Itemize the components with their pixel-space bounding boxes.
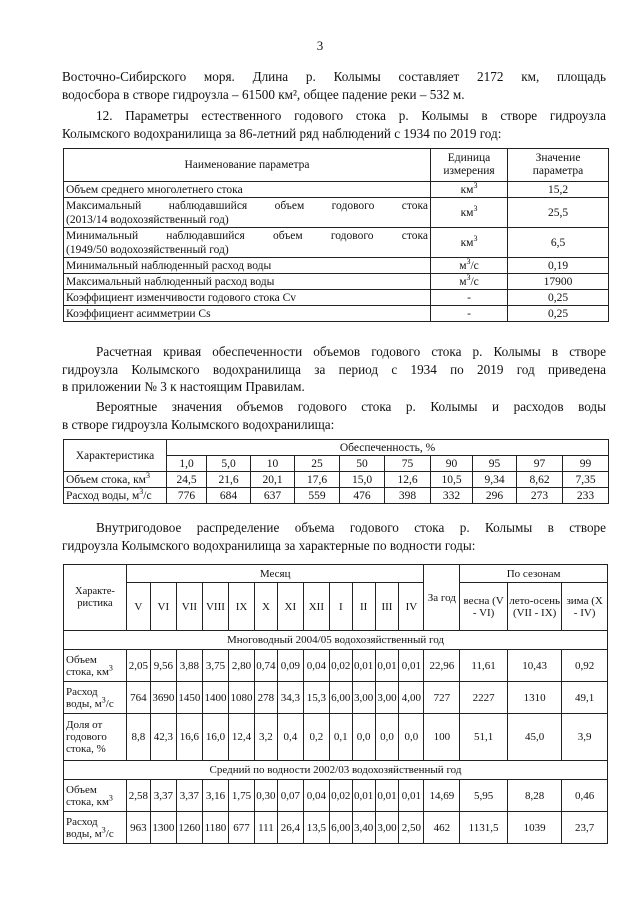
value-cell: 17900 [508, 274, 609, 290]
unit-cell: $км^3$ [431, 198, 508, 228]
value-cell: 3,00 [375, 682, 399, 714]
value-cell: 3,37 [150, 780, 176, 812]
row-label-cell: Объем стока, $км^3$ [64, 650, 127, 682]
month-header-cell: VI [150, 583, 176, 631]
text-line: гидроузла Колымского водохранилища за характерные по водности годы: [62, 537, 476, 553]
table-header-row [64, 440, 609, 456]
intra-annual-distribution-table [63, 564, 608, 844]
table-header-cell: Наименование параметра [64, 149, 431, 182]
value-cell: 0,01 [375, 780, 399, 812]
table-row [64, 714, 608, 761]
value-cell: 15,2 [508, 182, 609, 198]
value-cell: 23,7 [562, 812, 608, 844]
row-label-cell: Объем стока, $км^3$ [64, 472, 167, 488]
value-cell: 677 [228, 812, 254, 844]
unit-cell: $км^3$ [431, 182, 508, 198]
value-cell: 24,5 [167, 472, 207, 488]
value-cell: 1131,5 [460, 812, 508, 844]
table-header-cell: Обеспеченность, % [167, 440, 609, 456]
month-header-cell: IX [228, 583, 254, 631]
value-cell: 9,56 [150, 650, 176, 682]
section-title-row [64, 761, 608, 780]
text-line-content: 12. Параметры естественного годового стока р. Колымы в створе гидроузла [96, 108, 606, 123]
value-cell: 1080 [228, 682, 254, 714]
value-cell: 3,88 [176, 650, 202, 682]
section-title-row [64, 631, 608, 650]
table-row [64, 258, 609, 274]
table-row [64, 780, 608, 812]
value-cell: 0,01 [375, 650, 399, 682]
value-cell: 3,2 [255, 714, 278, 761]
text-line: Колымского водохранилища за 86-летний ряд наблюдений с 1934 по 2019 год: [62, 125, 502, 141]
section-title-cell: Многоводный 2004/05 водохозяйственный год [64, 631, 608, 650]
value-cell: 0,25 [508, 290, 609, 306]
value-cell: 34,3 [277, 682, 303, 714]
probability-table [63, 439, 609, 504]
row-label-cell: Объем стока, $км^3$ [64, 780, 127, 812]
unit-cell: - [431, 306, 508, 322]
value-cell: 45,0 [507, 714, 561, 761]
value-cell: 1310 [507, 682, 561, 714]
probability-header-cell: 10 [251, 456, 295, 472]
probability-header-cell: 50 [340, 456, 385, 472]
table-row [64, 290, 609, 306]
value-cell: 0,0 [375, 714, 399, 761]
value-cell: 1400 [202, 682, 228, 714]
probability-header-cell: 95 [473, 456, 517, 472]
value-cell: 2,80 [228, 650, 254, 682]
value-cell: 0,2 [303, 714, 329, 761]
value-cell: 0,30 [255, 780, 278, 812]
table-row [64, 682, 608, 714]
value-cell: 9,34 [473, 472, 517, 488]
row-label-cell: Расход воды, $м^3/с$ [64, 682, 127, 714]
parameter-name-line: (1949/50 водохозяйственный год) [66, 243, 229, 256]
row-label-cell: Расход воды, $м^3/с$ [64, 488, 167, 504]
value-cell: 1180 [202, 812, 228, 844]
parameter-name-line: Минимальный наблюдавшийся объем годового стока [66, 229, 428, 242]
month-header-cell: XII [303, 583, 329, 631]
text-line: водосбора в створе гидроузла – 61500 км², общее падение реки – 532 м. [62, 86, 465, 102]
value-cell: 0,04 [303, 650, 329, 682]
value-cell: 17,6 [295, 472, 340, 488]
value-cell: 0,02 [329, 650, 352, 682]
value-cell: 51,1 [460, 714, 508, 761]
text-line [62, 343, 606, 361]
value-cell: 1,75 [228, 780, 254, 812]
probability-header-cell: 90 [431, 456, 473, 472]
value-cell: 1300 [150, 812, 176, 844]
value-cell: 332 [431, 488, 473, 504]
month-header-cell: V [126, 583, 150, 631]
value-cell: 100 [424, 714, 460, 761]
value-cell: 8,28 [507, 780, 561, 812]
value-cell: 0,01 [399, 650, 424, 682]
table-row [64, 812, 608, 844]
text-line: в створе гидроузла Колымского водохранилища: [62, 416, 335, 432]
month-header-cell: VII [176, 583, 202, 631]
table-row [64, 228, 609, 258]
value-cell: 0,02 [329, 780, 352, 812]
parameter-name-cell: Максимальный наблюденный расход воды [64, 274, 431, 290]
probability-header-cell: 5,0 [207, 456, 251, 472]
value-cell: 2227 [460, 682, 508, 714]
value-cell: 8,8 [126, 714, 150, 761]
page-number: 3 [316, 38, 324, 53]
value-cell: 8,62 [517, 472, 563, 488]
value-cell: 3,16 [202, 780, 228, 812]
value-cell: 11,61 [460, 650, 508, 682]
paragraph-probable-values [62, 398, 606, 433]
value-cell: 0,07 [277, 780, 303, 812]
distribution-body [64, 631, 608, 844]
month-header-cell: IV [399, 583, 424, 631]
value-cell: 764 [126, 682, 150, 714]
value-cell: 16,0 [202, 714, 228, 761]
parameter-name-line: Максимальный наблюдавшийся объем годового стока [66, 199, 428, 212]
value-cell: 278 [255, 682, 278, 714]
table-row [64, 198, 609, 228]
paragraph-kolyma-length [62, 68, 606, 103]
value-cell: 0,1 [329, 714, 352, 761]
text-line: Восточно-Сибирского моря. Длина р. Колымы составляет 2172 км, площадь [62, 69, 606, 84]
section-title-cell: Средний по водности 2002/03 водохозяйственный год [64, 761, 608, 780]
season-header-cell: весна (V - VI) [460, 583, 508, 631]
value-cell: 3,40 [352, 812, 375, 844]
value-cell: 21,6 [207, 472, 251, 488]
value-cell: 1260 [176, 812, 202, 844]
value-cell: 12,6 [385, 472, 431, 488]
value-cell: 15,0 [340, 472, 385, 488]
value-cell: 296 [473, 488, 517, 504]
value-cell: 0,74 [255, 650, 278, 682]
table-header-cell: Единица измерения [431, 149, 508, 182]
month-header-cell: I [329, 583, 352, 631]
text-line-content: Вероятные значения объемов годового стока р. Колымы и расходов воды [96, 399, 606, 414]
value-cell: 49,1 [562, 682, 608, 714]
value-cell: 3,37 [176, 780, 202, 812]
value-cell: 22,96 [424, 650, 460, 682]
value-cell: 26,4 [277, 812, 303, 844]
value-cell: 15,3 [303, 682, 329, 714]
value-cell: 42,3 [150, 714, 176, 761]
value-cell: 2,58 [126, 780, 150, 812]
table-header-cell: Характеристика [64, 440, 167, 472]
value-cell: 0,4 [277, 714, 303, 761]
value-cell: 3,00 [375, 812, 399, 844]
table-row [64, 650, 608, 682]
month-header-cell: III [375, 583, 399, 631]
parameter-name-cell: Коэффициент асимметрии Cs [64, 306, 431, 322]
season-header-cell: лето-осень (VII - IX) [507, 583, 561, 631]
value-cell: 273 [517, 488, 563, 504]
probability-header-cell: 75 [385, 456, 431, 472]
text-line [62, 107, 606, 125]
value-cell: 1450 [176, 682, 202, 714]
flow-parameters-body [64, 182, 609, 322]
probability-header-cell: 97 [517, 456, 563, 472]
parameter-name-cell: Коэффициент изменчивости годового стока Cv [64, 290, 431, 306]
value-cell: 3,75 [202, 650, 228, 682]
table-header-cell: Месяц [126, 565, 423, 583]
table-row [64, 306, 609, 322]
parameter-name-line: (2013/14 водохозяйственный год) [66, 213, 229, 226]
probability-header-cell: 99 [563, 456, 609, 472]
row-label-cell: Расход воды, $м^3/с$ [64, 812, 127, 844]
value-cell: 25,5 [508, 198, 609, 228]
value-cell: 12,4 [228, 714, 254, 761]
table-header-row [64, 565, 608, 583]
value-cell: 0,01 [352, 780, 375, 812]
value-cell: 233 [563, 488, 609, 504]
value-cell: 637 [251, 488, 295, 504]
probability-header-cell: 25 [295, 456, 340, 472]
value-cell: 0,0 [399, 714, 424, 761]
value-cell: 476 [340, 488, 385, 504]
value-cell: 462 [424, 812, 460, 844]
paragraph-item-12 [62, 107, 606, 142]
table-row [64, 488, 609, 504]
value-cell: 0,92 [562, 650, 608, 682]
paragraph-probability-curve [62, 343, 606, 396]
probability-body [64, 472, 609, 504]
months-header-row [64, 583, 608, 631]
value-cell: 2,05 [126, 650, 150, 682]
table-row [64, 472, 609, 488]
value-cell: 14,69 [424, 780, 460, 812]
value-cell: 10,5 [431, 472, 473, 488]
value-cell: 1039 [507, 812, 561, 844]
text-line: гидроузла Колымского водохранилища за период с 1934 по 2019 год приведена [62, 361, 606, 377]
value-cell: 963 [126, 812, 150, 844]
row-label-cell: Доля от годового стока, % [64, 714, 127, 761]
value-cell: 4,00 [399, 682, 424, 714]
value-cell: 0,19 [508, 258, 609, 274]
value-cell: 3,9 [562, 714, 608, 761]
season-header-cell: зима (X - IV) [562, 583, 608, 631]
value-cell: 10,43 [507, 650, 561, 682]
unit-cell: $м^3/с$ [431, 274, 508, 290]
value-cell: 559 [295, 488, 340, 504]
text-line: в приложении № 3 к настоящим Правилам. [62, 379, 305, 394]
value-cell: 111 [255, 812, 278, 844]
parameter-name-cell: Минимальный наблюденный расход воды [64, 258, 431, 274]
table-header-cell: Значение параметра [508, 149, 609, 182]
value-cell: 0,0 [352, 714, 375, 761]
value-cell: 6,00 [329, 682, 352, 714]
value-cell: 6,5 [508, 228, 609, 258]
month-header-cell: X [255, 583, 278, 631]
text-line [62, 519, 606, 537]
unit-cell: $км^3$ [431, 228, 508, 258]
parameter-name-cell [64, 198, 431, 228]
value-cell: 7,35 [563, 472, 609, 488]
text-line-content: Внутригодовое распределение объема годового стока р. Колымы в створе [96, 520, 606, 535]
value-cell: 0,01 [399, 780, 424, 812]
table-header-cell: За год [424, 565, 460, 631]
text-line [62, 398, 606, 416]
value-cell: 2,50 [399, 812, 424, 844]
table-row [64, 274, 609, 290]
paragraph-intra-annual [62, 519, 606, 554]
value-cell: 0,25 [508, 306, 609, 322]
table-row [64, 182, 609, 198]
value-cell: 16,6 [176, 714, 202, 761]
month-header-cell: XI [277, 583, 303, 631]
flow-parameters-table [63, 148, 609, 322]
value-cell: 0,04 [303, 780, 329, 812]
parameter-name-cell [64, 228, 431, 258]
value-cell: 6,00 [329, 812, 352, 844]
text-line-content: Расчетная кривая обеспеченности объемов годового стока р. Колымы в створе [96, 344, 606, 359]
table-header-cell: По сезонам [460, 565, 608, 583]
value-cell: 398 [385, 488, 431, 504]
value-cell: 3,00 [352, 682, 375, 714]
value-cell: 0,46 [562, 780, 608, 812]
table-header-row [64, 149, 609, 182]
parameter-name-cell: Объем среднего многолетнего стока [64, 182, 431, 198]
unit-cell: - [431, 290, 508, 306]
value-cell: 20,1 [251, 472, 295, 488]
month-header-cell: II [352, 583, 375, 631]
value-cell: 776 [167, 488, 207, 504]
value-cell: 727 [424, 682, 460, 714]
probability-header-cell: 1,0 [167, 456, 207, 472]
value-cell: 5,95 [460, 780, 508, 812]
value-cell: 13,5 [303, 812, 329, 844]
value-cell: 3690 [150, 682, 176, 714]
value-cell: 0,09 [277, 650, 303, 682]
table-header-cell: Характе-ристика [64, 565, 127, 631]
value-cell: 0,01 [352, 650, 375, 682]
month-header-cell: VIII [202, 583, 228, 631]
value-cell: 684 [207, 488, 251, 504]
unit-cell: $м^3/с$ [431, 258, 508, 274]
